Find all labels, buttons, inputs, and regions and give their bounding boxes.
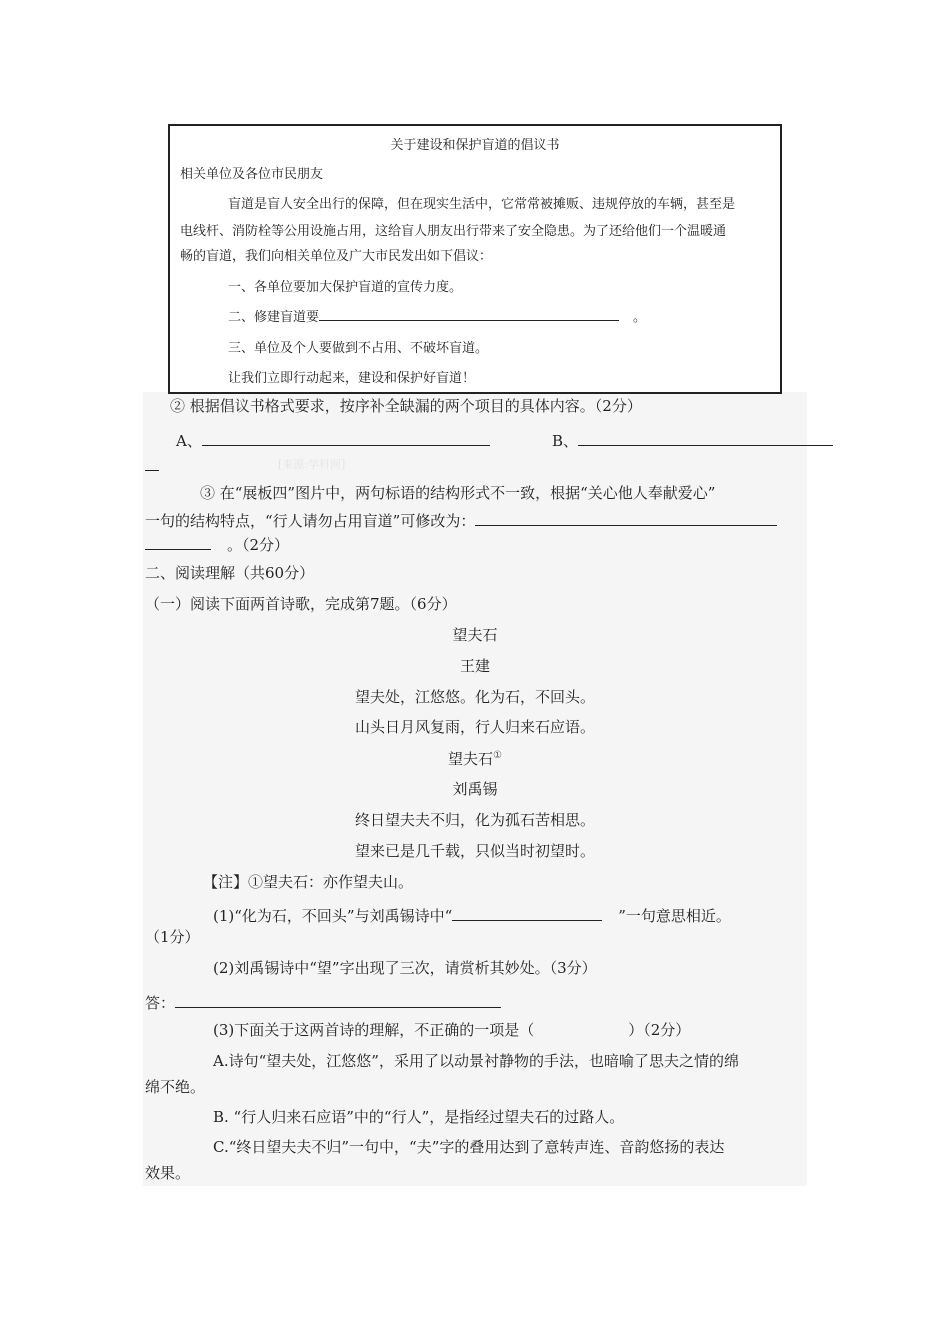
q3-prefix: (3)下面关于这两首诗的理解，不正确的一项是（ (213, 1021, 535, 1039)
option-b: B. “行人归来石应语”中的“行人”，是指经过望夫石的过路人。 (213, 1108, 625, 1126)
poem2-title-text: 望夫石 (448, 750, 494, 768)
proposal-item: 三、单位及个人要做到不占用、不破坏盲道。 (228, 341, 489, 356)
section-subheading: （一）阅读下面两首诗歌，完成第7题。（6分） (145, 595, 457, 613)
option-a: A.诗句“望夫处，江悠悠”，采用了以动景衬静物的手法，也暗喻了思夫之情的绵 (213, 1052, 739, 1070)
q1-blank[interactable] (452, 906, 602, 921)
question-2: ② 根据倡议书格式要求，按序补全缺漏的两个项目的具体内容。（2分） (170, 397, 642, 415)
proposal-body-line: 盲道是盲人安全出行的保障，但在现实生活中，它常常被摊贩、违规停放的车辆，甚至是 (228, 197, 736, 212)
answer-b-blank[interactable] (578, 431, 833, 446)
question-3-blank[interactable] (475, 511, 777, 526)
q1-suffix: ”一句意思相近。 (618, 907, 731, 925)
proposal-body-line: 电线杆、消防栓等公用设施占用，这给盲人朋友出行带来了安全隐患。为了还给他们一个温暖通 (180, 224, 727, 239)
question-7-2: (2)刘禹锡诗中“望”字出现了三次，请赏析其妙处。（3分） (213, 959, 597, 977)
question-3-line (145, 511, 777, 529)
answer-line (145, 993, 501, 1011)
item2-blank[interactable] (319, 308, 619, 321)
answer-b (552, 431, 833, 449)
poem1-title: 望夫石 (452, 626, 498, 644)
question-7-1-score: （1分） (145, 928, 200, 946)
poem1-author: 王建 (459, 657, 490, 675)
answer-b-blank-cont[interactable] (145, 456, 159, 474)
question-3-line: ③ 在“展板四”图片中，两句标语的结构形式不一致，根据“关心他人奉献爱心” (200, 484, 716, 502)
poem2-line: 望来已是几千载，只似当时初望时。 (354, 842, 595, 860)
poem-note: 【注】①望夫石：亦作望夫山。 (203, 873, 414, 891)
option-c-cont: 效果。 (145, 1164, 191, 1182)
proposal-item: 一、各单位要加大保护盲道的宣传力度。 (228, 280, 463, 295)
answer-a-label: A、 (176, 432, 202, 450)
poem1-line: 山头日月风复雨，行人归来石应语。 (354, 718, 595, 736)
poem2-note-mark: ① (493, 750, 502, 761)
q1-prefix: (1)“化为石，不回头”与刘禹锡诗中“ (213, 907, 453, 925)
question-3-score: 。（2分） (227, 536, 290, 554)
question-7-1 (213, 906, 731, 924)
answer-a-blank[interactable] (202, 431, 490, 446)
proposal-closing: 让我们立即行动起来，建设和保护好盲道！ (228, 371, 476, 386)
q3-suffix: ）（2分） (628, 1021, 691, 1039)
answer-label: 答： (145, 994, 176, 1012)
poem2-line: 终日望夫夫不归，化为孤石苦相思。 (354, 811, 595, 829)
section-heading: 二、阅读理解（共60分） (145, 564, 315, 582)
option-a-cont: 绵不绝。 (145, 1078, 206, 1096)
answer-a (176, 431, 490, 449)
answer-b-label: B、 (552, 432, 579, 450)
item2-prefix: 二、修建盲道要 (228, 310, 320, 325)
poem2-author: 刘禹锡 (452, 780, 498, 798)
question-7-3 (213, 1023, 690, 1038)
item2-suffix: 。 (633, 310, 647, 325)
question-3-text: 一句的结构特点，“行人请勿占用盲道”可修改为： (145, 512, 476, 530)
proposal-salutation: 相关单位及各位市民朋友 (180, 167, 324, 182)
answer-blank[interactable] (175, 993, 501, 1008)
proposal-item (228, 306, 646, 325)
question-3-blank-cont[interactable] (145, 535, 211, 550)
poem2-title (0, 751, 950, 767)
proposal-title: 关于建设和保护盲道的倡议书 (390, 138, 560, 153)
proposal-body-line: 畅的盲道，我们向相关单位及广大市民发出如下倡议： (180, 249, 493, 264)
poem1-line: 望夫处，江悠悠。化为石，不回头。 (354, 688, 595, 706)
option-c: C.“终日望夫夫不归”一句中，“夫”字的叠用达到了意转声连、音韵悠扬的表达 (213, 1138, 725, 1156)
watermark-text: [来源:学科网] (278, 458, 346, 471)
question-3-line (145, 535, 289, 553)
proposal-box (168, 124, 782, 394)
